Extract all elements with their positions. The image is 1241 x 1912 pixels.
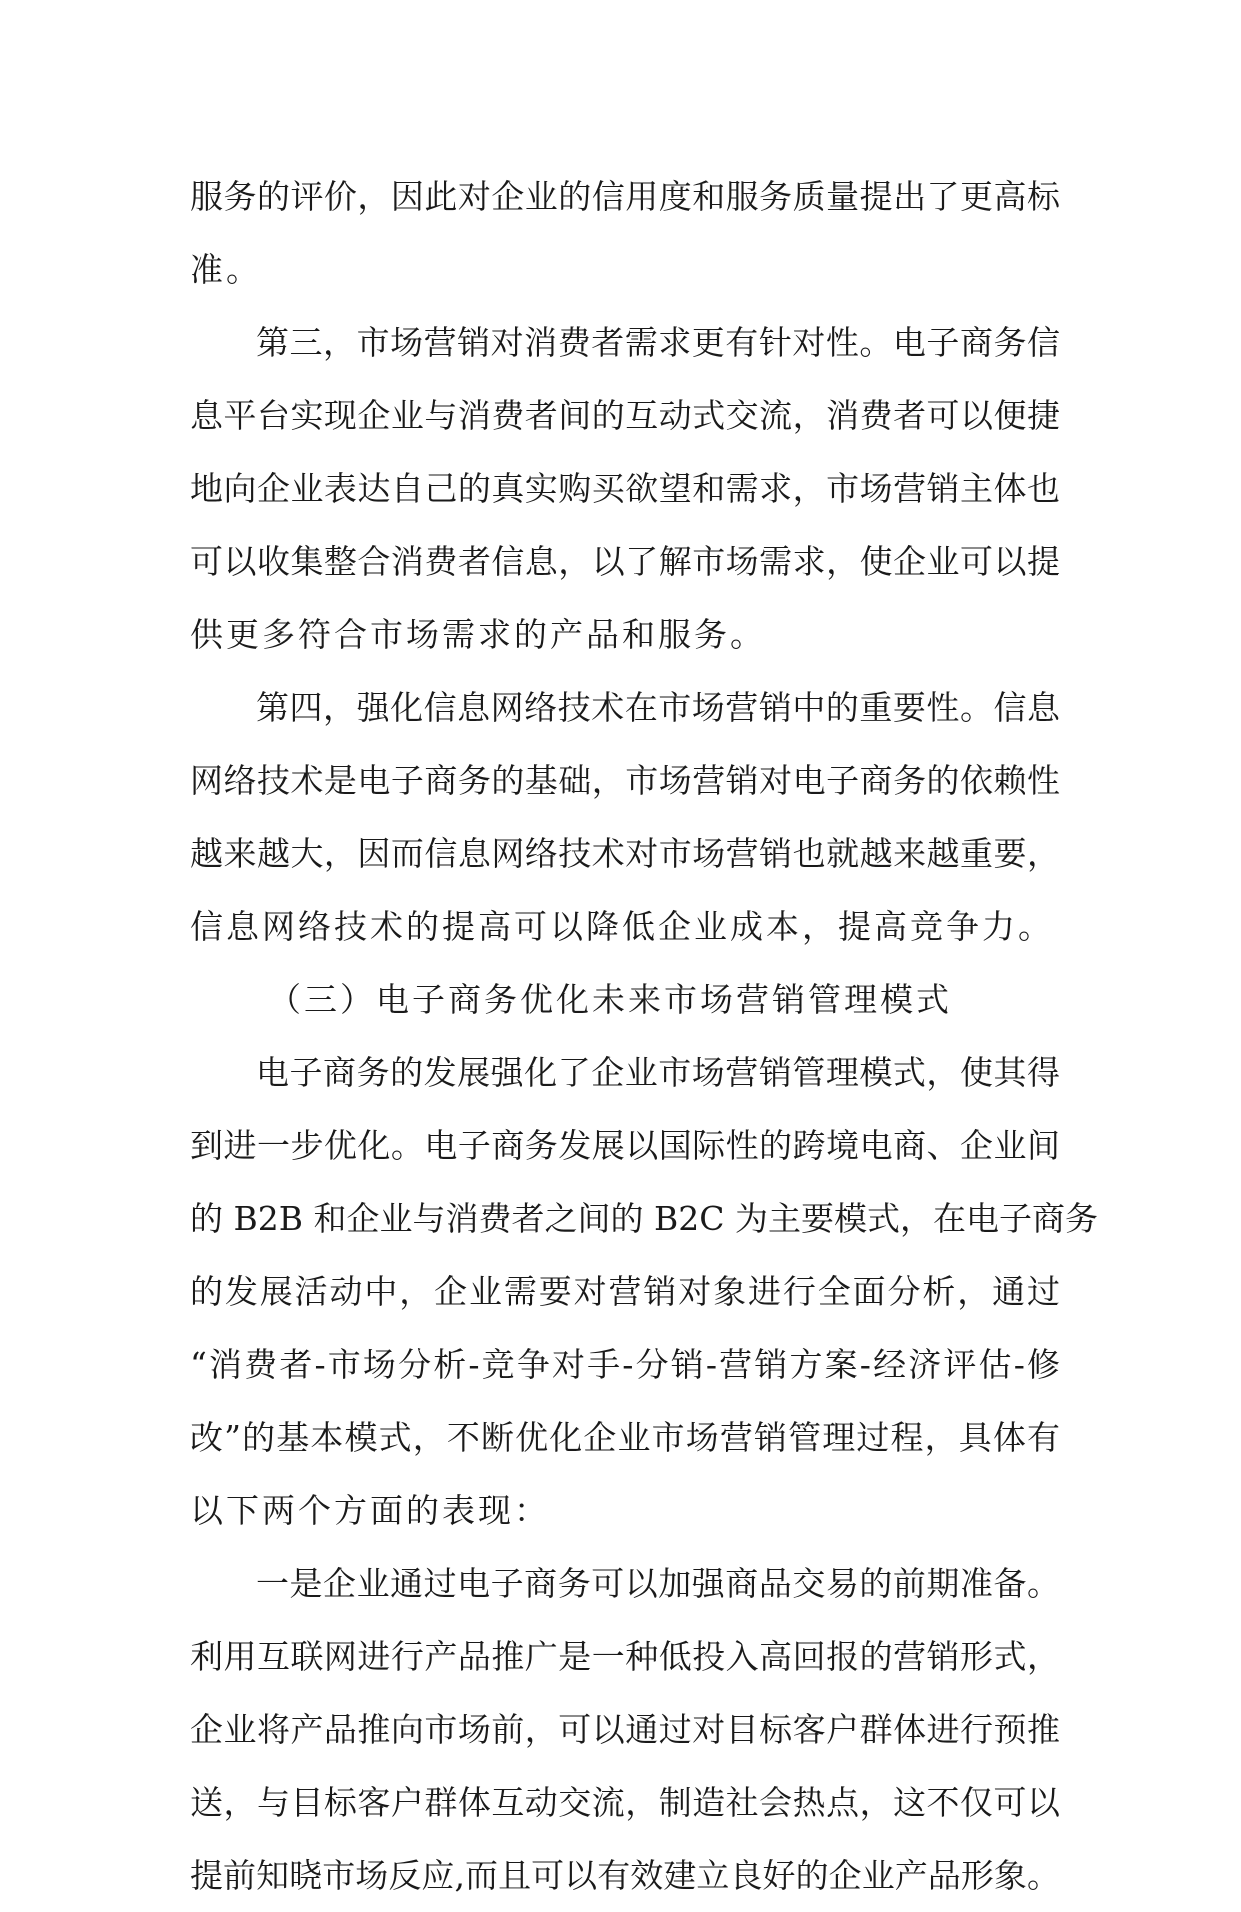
text-line: 提前知晓市场反应,而且可以有效建立良好的企业产品形象。	[190, 1856, 1060, 1895]
text-line: 地向企业表达自己的真实购买欲望和需求，市场营销主体也	[190, 469, 1060, 508]
paragraph-start-line: 一是企业通过电子商务可以加强商品交易的前期准备。	[256, 1564, 1060, 1603]
text-line: 准。	[190, 250, 262, 289]
text-line: 网络技术是电子商务的基础，市场营销对电子商务的依赖性	[190, 761, 1060, 800]
section-heading: （三）电子商务优化未来市场营销管理模式	[268, 980, 952, 1019]
text-line: 改”的基本模式，不断优化企业市场营销管理过程，具体有	[190, 1418, 1060, 1457]
text-line: 息平台实现企业与消费者间的互动式交流，消费者可以便捷	[190, 396, 1060, 435]
body-text	[190, 160, 1098, 1912]
paragraph-start-line: 第四，强化信息网络技术在市场营销中的重要性。信息	[256, 688, 1060, 727]
text-line: 企业将产品推向市场前，可以通过对目标客户群体进行预推	[190, 1710, 1060, 1749]
text-line: 信息网络技术的提高可以降低企业成本，提高竞争力。	[190, 907, 1054, 946]
text-line: 服务的评价，因此对企业的信用度和服务质量提出了更高标	[190, 177, 1060, 216]
paragraph-start-line: 第三，市场营销对消费者需求更有针对性。电子商务信	[256, 323, 1060, 362]
text-line: 到进一步优化。电子商务发展以国际性的跨境电商、企业间	[190, 1126, 1060, 1165]
text-line: 送，与目标客户群体互动交流，制造社会热点，这不仅可以	[190, 1783, 1060, 1822]
text-line: 以下两个方面的表现：	[190, 1491, 550, 1530]
text-line: 利用互联网进行产品推广是一种低投入高回报的营销形式，	[190, 1637, 1060, 1676]
text-line: 的 B2B 和企业与消费者之间的 B2C 为主要模式，在电子商务	[190, 1199, 1098, 1238]
paragraph-start-line: 电子商务的发展强化了企业市场营销管理模式，使其得	[256, 1053, 1060, 1092]
text-line: 可以收集整合消费者信息，以了解市场需求，使企业可以提	[190, 542, 1060, 581]
text-line: “消费者-市场分析-竞争对手-分销-营销方案-经济评估-修	[190, 1345, 1060, 1384]
text-line: 供更多符合市场需求的产品和服务。	[190, 615, 766, 654]
text-line: 越来越大，因而信息网络技术对市场营销也就越来越重要，	[190, 834, 1060, 873]
text-line: 的发展活动中，企业需要对营销对象进行全面分析，通过	[190, 1272, 1060, 1311]
